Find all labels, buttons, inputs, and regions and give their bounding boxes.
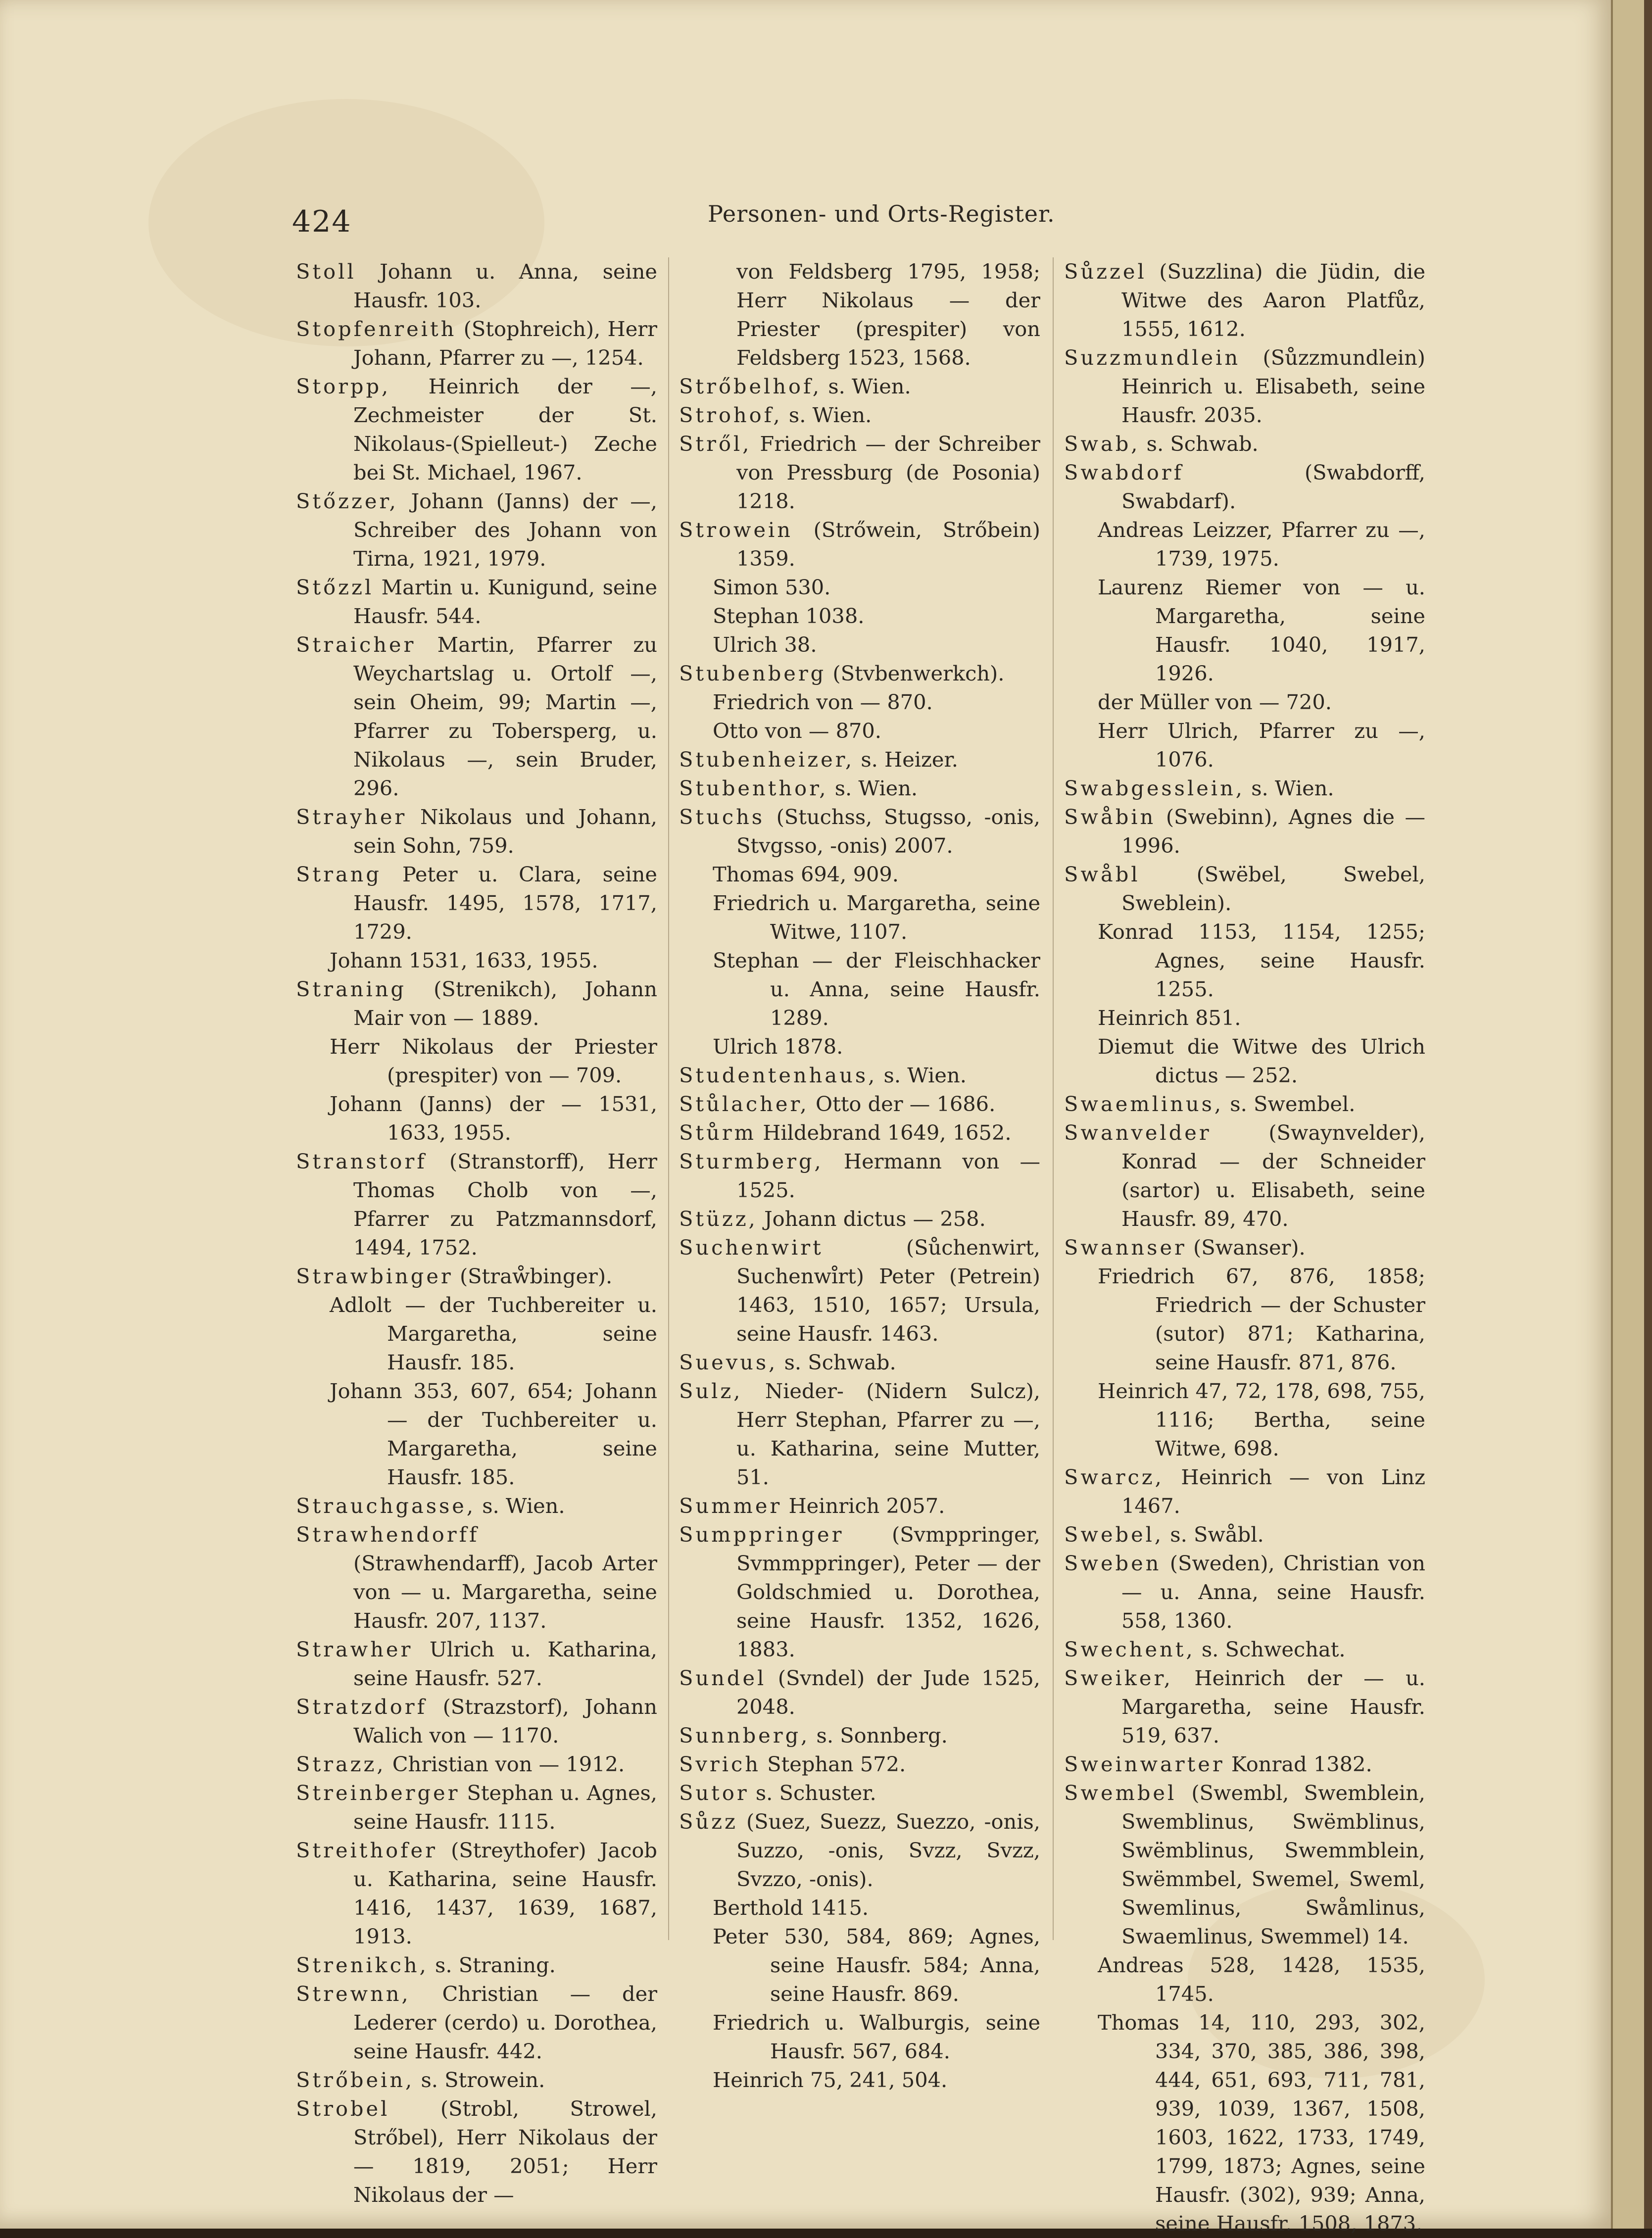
index-entry — [679, 1779, 1040, 1807]
index-subentry — [679, 631, 1040, 659]
index-text: s. Schuster. — [749, 1781, 876, 1805]
index-headword: Suchenwirt — [679, 1235, 824, 1260]
index-subentry — [679, 1922, 1040, 2008]
index-headword: Strauchgasse, — [296, 1494, 476, 1518]
index-headword: Sweiker, — [1064, 1666, 1173, 1690]
index-headword: Straning — [296, 977, 406, 1001]
index-text: (Swabdorff, Swabdarf). — [1121, 460, 1425, 513]
index-entry — [679, 401, 1040, 430]
index-entry — [1064, 257, 1425, 343]
index-entry — [1064, 458, 1425, 516]
index-headword: Stoll — [296, 259, 356, 284]
index-text: Konrad 1382. — [1224, 1752, 1372, 1776]
index-entry — [296, 1980, 657, 2066]
index-headword: Studentenhaus, — [679, 1063, 877, 1087]
index-text: (Sůchenwirt, Suchenwi̊rt) Peter (Petrein) 1463, 1510, 1657; Ursula, seine Hausfr. 1463. — [736, 1235, 1040, 1346]
index-entry — [679, 803, 1040, 860]
book-page-edge — [1611, 0, 1652, 2229]
index-entry — [1064, 1664, 1425, 1750]
index-entry — [296, 975, 657, 1032]
index-text: Heinrich 851. — [1098, 1006, 1241, 1030]
index-subentry — [1064, 918, 1425, 1004]
index-text: Christian — der Lederer (cerdo) u. Dorothea, seine Hausfr. 442. — [353, 1982, 657, 2063]
index-entry — [296, 803, 657, 860]
index-subentry — [1064, 1262, 1425, 1377]
index-text: (Stophreich), Herr Johann, Pfarrer zu —, 1254. — [353, 317, 657, 370]
index-text: (Svmppringer, Svmmppringer), Peter — der Goldschmied u. Dorothea, seine Hausfr. 1352, 1626, 1883. — [736, 1522, 1040, 1661]
index-headword: Strobel — [296, 2096, 390, 2121]
index-text: (Swëbel, Swebel, Sweblein). — [1121, 862, 1425, 915]
index-entry — [296, 1951, 657, 1980]
index-headword: Strewnn, — [296, 1982, 411, 2006]
index-subentry — [679, 946, 1040, 1032]
index-text: Heinrich der — u. Margaretha, seine Hausfr. 519, 637. — [1121, 1666, 1425, 1748]
index-text: Hildebrand 1649, 1652. — [756, 1120, 1012, 1145]
index-subentry — [296, 1291, 657, 1377]
index-text: Herr Ulrich, Pfarrer zu —, 1076. — [1098, 719, 1425, 772]
index-text: Ulrich u. Katharina, seine Hausfr. 527. — [353, 1637, 657, 1690]
index-text: (Swembl, Swemblein, Swemblinus, Swëmblinus, Swëmblinus, Swemmblein, Swëmmbel, Swemel, Sweml, Swemlinus, Swåmlinus, Swaemlinus, Swemmel) 14. — [1121, 1781, 1425, 1948]
index-text: (Straẘbinger). — [453, 1264, 613, 1288]
index-text: (Stranstorff), Herr Thomas Cholb von —, Pfarrer zu Patzmannsdorf, 1494, 1752. — [353, 1149, 657, 1260]
index-headword: Strohof, — [679, 403, 782, 427]
index-entry — [296, 1492, 657, 1520]
index-text: Heinrich — von Linz 1467. — [1121, 1465, 1425, 1518]
index-text: Ulrich 1878. — [713, 1034, 843, 1059]
index-text: Friedrich 67, 876, 1858; Friedrich — der Schuster (sutor) 871; Katharina, seine Hausfr. 871, 876. — [1098, 1264, 1425, 1374]
index-text: Andreas 528, 1428, 1535, 1745. — [1098, 1953, 1425, 2006]
index-text: (Sweden), Christian von — u. Anna, seine Hausfr. 558, 1360. — [1121, 1551, 1425, 1633]
index-subentry — [296, 1090, 657, 1147]
index-headword: Stőzzer, — [296, 489, 398, 513]
index-headword: Stuchs — [679, 805, 765, 829]
index-entry — [679, 745, 1040, 774]
index-subentry — [1064, 717, 1425, 774]
index-entry — [679, 1233, 1040, 1348]
index-subentry — [1064, 1377, 1425, 1463]
index-text: Johann (Janns) der —, Schreiber des Johann von Tirna, 1921, 1979. — [353, 489, 657, 571]
index-text: Heinrich 47, 72, 178, 698, 755, 1116; Bertha, seine Witwe, 698. — [1098, 1379, 1425, 1460]
index-text: s. Wien. — [476, 1494, 565, 1518]
index-subentry — [679, 573, 1040, 602]
index-subentry — [1064, 2008, 1425, 2238]
index-text: Konrad 1153, 1154, 1255; Agnes, seine Hausfr. 1255. — [1098, 920, 1425, 1001]
index-entry — [296, 487, 657, 573]
index-headword: Stről, — [679, 432, 752, 456]
index-subentry — [679, 860, 1040, 889]
index-entry — [296, 257, 657, 315]
index-headword: Stubenberg — [679, 661, 826, 685]
index-headword: Strang — [296, 862, 382, 886]
index-text: Heinrich 2057. — [782, 1494, 945, 1518]
index-entry — [296, 1262, 657, 1291]
index-headword: Strawhendorff — [296, 1522, 480, 1547]
index-headword: Sůzz — [679, 1809, 738, 1834]
index-text: Johann u. Anna, seine Hausfr. 103. — [353, 259, 657, 312]
index-entry — [296, 372, 657, 487]
index-text: Peter u. Clara, seine Hausfr. 1495, 1578, 1717, 1729. — [353, 862, 657, 944]
index-subentry — [679, 717, 1040, 745]
index-entry — [679, 774, 1040, 803]
index-subentry — [296, 1032, 657, 1090]
index-headword: Stranstorf — [296, 1149, 427, 1173]
index-entry — [296, 1779, 657, 1836]
index-text: Friedrich u. Margaretha, seine Witwe, 1107. — [713, 891, 1040, 944]
index-text: Thomas 694, 909. — [713, 862, 899, 886]
index-text: s. Sonnberg. — [810, 1723, 948, 1748]
index-subentry — [1064, 1951, 1425, 2008]
index-headword: Stopfenreith — [296, 317, 457, 341]
index-subentry — [679, 688, 1040, 717]
index-text: s. Strowein. — [414, 2068, 545, 2092]
index-text: Stephan 572. — [760, 1752, 906, 1776]
index-text: Otto der — 1686. — [809, 1092, 996, 1116]
index-text: (Strazstorf), Johann Walich von — 1170. — [353, 1695, 657, 1748]
index-text: (Swebinn), Agnes die — 1996. — [1121, 805, 1425, 858]
index-headword: Swab, — [1064, 432, 1140, 456]
index-text: Adlolt — der Tuchbereiter u. Margaretha, seine Hausfr. 185. — [330, 1293, 657, 1374]
index-text: Friedrich u. Walburgis, seine Hausfr. 567, 684. — [713, 2010, 1040, 2063]
index-text: Berthold 1415. — [713, 1896, 869, 1920]
index-entry — [296, 1520, 657, 1635]
index-headword: Streinberger — [296, 1781, 460, 1805]
index-entry — [296, 2094, 657, 2209]
index-subentry — [1064, 516, 1425, 573]
index-entry — [679, 1061, 1040, 1090]
index-subentry — [1064, 688, 1425, 717]
index-headword: Sunnberg, — [679, 1723, 810, 1748]
index-headword: Swabgesslein, — [1064, 776, 1245, 800]
index-headword: Storpp, — [296, 374, 391, 398]
index-text: Johann (Janns) der — 1531, 1633, 1955. — [330, 1092, 657, 1145]
index-text: Otto von — 870. — [713, 719, 881, 743]
index-text: Stephan — der Fleischhacker u. Anna, seine Hausfr. 1289. — [713, 948, 1040, 1030]
index-entry — [296, 315, 657, 372]
index-entry — [679, 1750, 1040, 1779]
index-text: (Strobl, Strowel, Strőbel), Herr Nikolaus der — 1819, 2051; Herr Nikolaus der — — [353, 2096, 657, 2207]
index-text: (Suez, Suezz, Suezzo, -onis, Suzzo, -onis, Svzz, Svzz, Svzzo, -onis). — [736, 1809, 1040, 1891]
index-headword: Stubenheizer, — [679, 747, 855, 772]
index-headword: Swechent, — [1064, 1637, 1195, 1661]
index-subentry — [679, 2066, 1040, 2094]
index-headword: Strowein — [679, 518, 793, 542]
index-entry — [679, 1721, 1040, 1750]
index-text: Nikolaus und Johann, sein Sohn, 759. — [353, 805, 657, 858]
index-text: Friedrich — der Schreiber von Pressburg (de Posonia) 1218. — [736, 432, 1040, 513]
index-subentry — [679, 2008, 1040, 2066]
index-headword: Strayher — [296, 805, 407, 829]
index-subentry — [679, 1032, 1040, 1061]
index-text: Nieder- (Nidern Sulcz), Herr Stephan, Pfarrer zu —, u. Katharina, seine Mutter, 51. — [736, 1379, 1040, 1489]
index-text: Heinrich der —, Zechmeister der St. Nikolaus-(Spielleut-) Zeche bei St. Michael, 1967. — [353, 374, 657, 485]
index-headword: Strenikch, — [296, 1953, 429, 1977]
index-text: (Stvbenwerkch). — [826, 661, 1005, 685]
index-entry — [1064, 1779, 1425, 1951]
index-text: s. Schwab. — [777, 1350, 896, 1374]
index-entry — [296, 2066, 657, 2094]
index-headword: Swarcz, — [1064, 1465, 1164, 1489]
index-text: Martin, Pfarrer zu Weychartslag u. Ortolf —, sein Oheim, 99; Martin —, Pfarrer zu Tobersperg, u. Nikolaus —, sein Bruder, 296. — [353, 632, 657, 800]
index-text: s. Heizer. — [854, 747, 958, 772]
page-number: 424 — [292, 204, 352, 239]
index-entry — [296, 860, 657, 946]
index-text: Johann dictus — 258. — [757, 1207, 986, 1231]
index-entry — [296, 573, 657, 631]
index-entry — [1064, 1090, 1425, 1119]
index-headword: Stüzz, — [679, 1207, 758, 1231]
index-headword: Sundel — [679, 1666, 767, 1690]
index-entry — [1064, 343, 1425, 430]
index-headword: Swannser — [1064, 1235, 1187, 1260]
index-headword: Stůlacher, — [679, 1092, 809, 1116]
running-title: Personen- und Orts-Register. — [708, 200, 1055, 227]
index-entry — [296, 1836, 657, 1951]
index-headword: Straicher — [296, 632, 416, 657]
index-text: Diemut die Witwe des Ulrich dictus — 252. — [1098, 1034, 1425, 1087]
index-text: (Svndel) der Jude 1525, 2048. — [736, 1666, 1040, 1719]
index-entry — [1064, 1233, 1425, 1262]
index-text: Johann 1531, 1633, 1955. — [330, 948, 598, 973]
index-text: Friedrich von — 870. — [713, 690, 933, 714]
index-entry — [1064, 1549, 1425, 1635]
index-subentry — [1064, 1004, 1425, 1032]
index-entry — [1064, 774, 1425, 803]
index-entry — [679, 1492, 1040, 1520]
index-text: Andreas Leizzer, Pfarrer zu —, 1739, 1975. — [1098, 518, 1425, 571]
index-text: der Müller von — 720. — [1098, 690, 1332, 714]
index-headword: Stubenthor, — [679, 776, 828, 800]
index-headword: Swanvelder — [1064, 1120, 1212, 1145]
index-entry — [296, 1693, 657, 1750]
index-text: s. Schwechat. — [1195, 1637, 1346, 1661]
index-headword: Swembel — [1064, 1781, 1177, 1805]
index-text: s. Wien. — [822, 374, 911, 398]
index-headword: Strawbinger — [296, 1264, 453, 1288]
index-entry — [679, 1377, 1040, 1492]
page-header — [292, 195, 1084, 239]
index-text: (Strawhendarff), Jacob Arter von — u. Margaretha, seine Hausfr. 207, 1137. — [353, 1551, 657, 1633]
index-text: Ulrich 38. — [713, 632, 817, 657]
index-text: (Swaynvelder), Konrad — der Schneider (sartor) u. Elisabeth, seine Hausfr. 89, 470. — [1121, 1120, 1425, 1231]
index-entry — [1064, 1635, 1425, 1664]
index-text: s. Schwab. — [1140, 432, 1259, 456]
index-entry — [1064, 1750, 1425, 1779]
index-entry — [679, 659, 1040, 688]
index-subentry — [679, 889, 1040, 946]
index-headword: Svrich — [679, 1752, 761, 1776]
index-entry — [1064, 1520, 1425, 1549]
index-text: Stephan 1038. — [713, 604, 865, 628]
index-subentry — [296, 946, 657, 975]
index-entry — [1064, 1119, 1425, 1233]
index-text: (Suzzlina) die Jüdin, die Witwe des Aaron Platfůz, 1555, 1612. — [1121, 259, 1425, 341]
index-entry — [679, 1520, 1040, 1664]
index-text: Laurenz Riemer von — u. Margaretha, seine Hausfr. 1040, 1917, 1926. — [1098, 575, 1425, 685]
index-headword: Sutor — [679, 1781, 749, 1805]
index-headword: Sulz, — [679, 1379, 743, 1403]
index-headword: Stőzzl — [296, 575, 374, 599]
column-rule — [668, 257, 669, 1940]
index-continuation — [679, 257, 1040, 372]
index-text: s. Swembel. — [1223, 1092, 1356, 1116]
index-entry — [679, 1205, 1040, 1233]
index-text: Johann 353, 607, 654; Johann — der Tuchbereiter u. Margaretha, seine Hausfr. 185. — [330, 1379, 657, 1489]
index-headword: Suzzmundlein — [1064, 345, 1241, 370]
index-entry — [1064, 430, 1425, 458]
index-headword: Sweben — [1064, 1551, 1162, 1575]
index-entry — [296, 1750, 657, 1779]
index-headword: Swaemlinus, — [1064, 1092, 1224, 1116]
index-text: Stephan u. Agnes, seine Hausfr. 1115. — [353, 1781, 657, 1834]
index-text: s. Wien. — [782, 403, 872, 427]
index-text: (Swanser). — [1186, 1235, 1306, 1260]
index-text: Herr Nikolaus der Priester (prespiter) von — 709. — [330, 1034, 657, 1087]
index-text: s. Wien. — [1245, 776, 1334, 800]
index-headword: Streithofer — [296, 1838, 437, 1862]
index-subentry — [296, 1377, 657, 1492]
index-headword: Strazz, — [296, 1752, 386, 1776]
index-headword: Strőbein, — [296, 2068, 415, 2092]
index-text: s. Wien. — [877, 1063, 967, 1087]
index-headword: Sůzzel — [1064, 259, 1147, 284]
index-entry — [1064, 803, 1425, 860]
index-column-2 — [679, 257, 1040, 2094]
index-entry — [679, 1807, 1040, 1894]
index-headword: Stratzdorf — [296, 1695, 427, 1719]
index-entry — [1064, 1463, 1425, 1520]
index-column-1 — [296, 257, 657, 2209]
index-text: (Strőwein, Strőbein) 1359. — [736, 518, 1040, 571]
index-entry — [679, 372, 1040, 401]
index-headword: Strawher — [296, 1637, 413, 1661]
index-subentry — [1064, 573, 1425, 688]
index-text: s. Swåbl. — [1164, 1522, 1264, 1547]
index-text: Peter 530, 584, 869; Agnes, seine Hausfr. 584; Anna, seine Hausfr. 869. — [713, 1924, 1040, 2006]
index-entry — [679, 1348, 1040, 1377]
index-column-3 — [1064, 257, 1425, 2238]
index-text: Thomas 14, 110, 293, 302, 334, 370, 385, 386, 398, 444, 651, 693, 711, 781, 939, 1039, 1367, 1508, 1603, 1622, 1733, 1749, 1799, 1873; Agnes, seine Hausfr. (302), 939; Anna, seine Hausfr. 1508, 1873. — [1098, 2010, 1425, 2236]
index-entry — [679, 1090, 1040, 1119]
index-headword: Sturmberg, — [679, 1149, 824, 1173]
index-text: (Streythofer) Jacob u. Katharina, seine Hausfr. 1416, 1437, 1639, 1687, 1913. — [353, 1838, 657, 1948]
index-headword: Suevus, — [679, 1350, 778, 1374]
index-text: Heinrich 75, 241, 504. — [713, 2068, 948, 2092]
index-subentry — [1064, 1032, 1425, 1090]
index-headword: Swåbin — [1064, 805, 1156, 829]
index-text: s. Straning. — [428, 1953, 556, 1977]
index-text: s. Wien. — [828, 776, 918, 800]
index-text: (Stuchss, Stugsso, -onis, Stvgsso, -onis) 2007. — [736, 805, 1040, 858]
index-text: von Feldsberg 1795, 1958; Herr Nikolaus — der Priester (prespiter) von Feldsberg 1523, 1568. — [736, 259, 1040, 370]
index-entry — [679, 1147, 1040, 1205]
index-entry — [296, 1635, 657, 1693]
index-headword: Summer — [679, 1494, 782, 1518]
index-text: Martin u. Kunigund, seine Hausfr. 544. — [353, 575, 657, 628]
column-rule — [1053, 257, 1054, 1940]
index-headword: Strőbelhof, — [679, 374, 822, 398]
index-subentry — [679, 602, 1040, 631]
index-text: Christian von — 1912. — [386, 1752, 625, 1776]
index-text: Simon 530. — [713, 575, 831, 599]
index-headword: Swabdorf — [1064, 460, 1184, 485]
index-entry — [679, 516, 1040, 573]
index-subentry — [679, 1894, 1040, 1922]
index-headword: Swebel, — [1064, 1522, 1164, 1547]
index-headword: Stůrm — [679, 1120, 757, 1145]
index-entry — [679, 1119, 1040, 1147]
index-entry — [296, 1147, 657, 1262]
index-entry — [679, 430, 1040, 516]
index-entry — [296, 631, 657, 803]
index-headword: Swåbl — [1064, 862, 1140, 886]
index-entry — [1064, 860, 1425, 918]
index-headword: Sweinwarter — [1064, 1752, 1225, 1776]
index-text: (Strenikch), Johann Mair von — 1889. — [353, 977, 657, 1030]
index-headword: Sumppringer — [679, 1522, 844, 1547]
index-text: (Sůzzmundlein) Heinrich u. Elisabeth, seine Hausfr. 2035. — [1121, 345, 1425, 427]
index-text: Hermann von — 1525. — [736, 1149, 1040, 1202]
index-entry — [679, 1664, 1040, 1721]
